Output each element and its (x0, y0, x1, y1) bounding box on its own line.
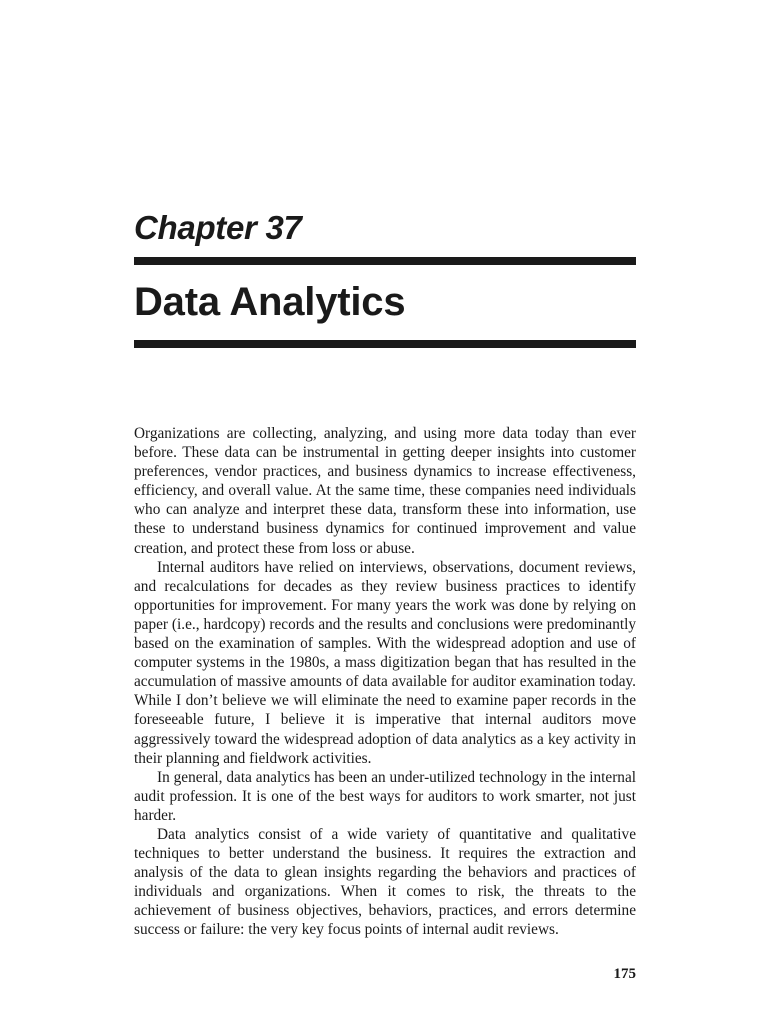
chapter-rule-bottom (134, 340, 636, 348)
page-number: 175 (613, 966, 636, 982)
chapter-label: Chapter 37 (134, 209, 302, 246)
chapter-body (134, 424, 636, 940)
chapter-rule-top (134, 257, 636, 265)
paragraph-2: Internal auditors have relied on interviews, observations, document reviews, and recalculations for decades as they review business practices to identify opportunities for improvement. For many years the work was done by relying on paper (i.e., hardcopy) records and the results and conclusions were predominantly based on the examination of samples. With the widespread adoption and use of computer systems in the 1980s, a mass digitization began that has resulted in the accumulation of massive amounts of data available for auditor examination today. While I don’t believe we will eliminate the need to examine paper records in the foreseeable future, I believe it is imperative that internal auditors move aggressively toward the widespread adoption of data analytics as a key activity in their planning and fieldwork activities. (134, 558, 636, 767)
chapter-title: Data Analytics (134, 280, 406, 324)
paragraph-1: Organizations are collecting, analyzing, and using more data today than ever before. These data can be instrumental in getting deeper insights into customer preferences, vendor practices, and business dynamics to increase effectiveness, efficiency, and overall value. At the same time, these companies need individuals who can analyze and interpret these data, transform these into information, use these to understand business dynamics for continued improvement and value creation, and protect these from loss or abuse. (134, 425, 636, 557)
paragraph-4: Data analytics consist of a wide variety of quantitative and qualitative techniques to better understand the business. It requires the extraction and analysis of the data to glean insights regarding the behaviors and practices of individuals and organizations. When it comes to risk, the threats to the achievement of business objectives, behaviors, practices, and errors determine success or failure: the very key focus points of internal audit reviews. (134, 825, 636, 939)
paragraph-3: In general, data analytics has been an under-utilized technology in the internal audit profession. It is one of the best ways for auditors to work smarter, not just harder. (134, 768, 636, 824)
